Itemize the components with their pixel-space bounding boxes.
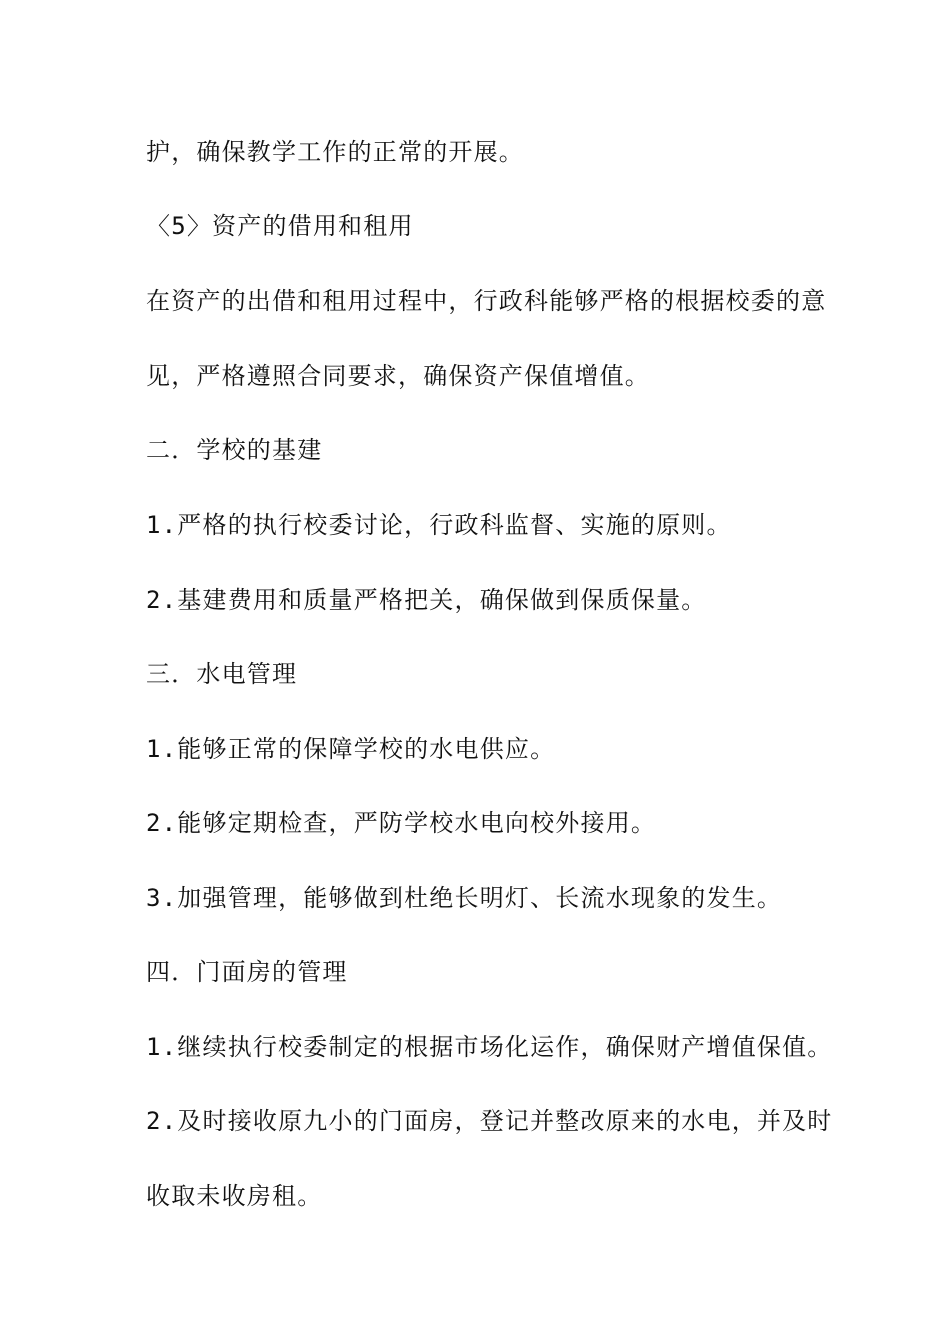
list-item: 2.及时接收原九小的门面房，登记并整改原来的水电，并及时 [146,1107,833,1135]
section-heading: 二．学校的基建 [146,436,323,464]
list-item: 1.能够正常的保障学校的水电供应。 [146,735,556,763]
list-item-continuation: 收取未收房租。 [146,1182,323,1210]
list-item: 2.能够定期检查，严防学校水电向校外接用。 [146,809,657,837]
paragraph-line: 见，严格遵照合同要求，确保资产保值增值。 [146,362,650,390]
paragraph-continuation: 护，确保教学工作的正常的开展。 [146,138,524,166]
list-item: 1.继续执行校委制定的根据市场化运作，确保财产增值保值。 [146,1033,833,1061]
list-item: 3.加强管理，能够做到杜绝长明灯、长流水现象的发生。 [146,884,783,912]
subsection-heading: 〈5〉资产的借用和租用 [146,212,414,240]
section-heading: 三．水电管理 [146,660,298,688]
section-heading: 四．门面房的管理 [146,958,348,986]
list-item: 2.基建费用和质量严格把关，确保做到保质保量。 [146,586,707,614]
paragraph-line: 在资产的出借和租用过程中，行政科能够严格的根据校委的意 [146,287,827,315]
list-item: 1.严格的执行校委讨论，行政科监督、实施的原则。 [146,511,732,539]
